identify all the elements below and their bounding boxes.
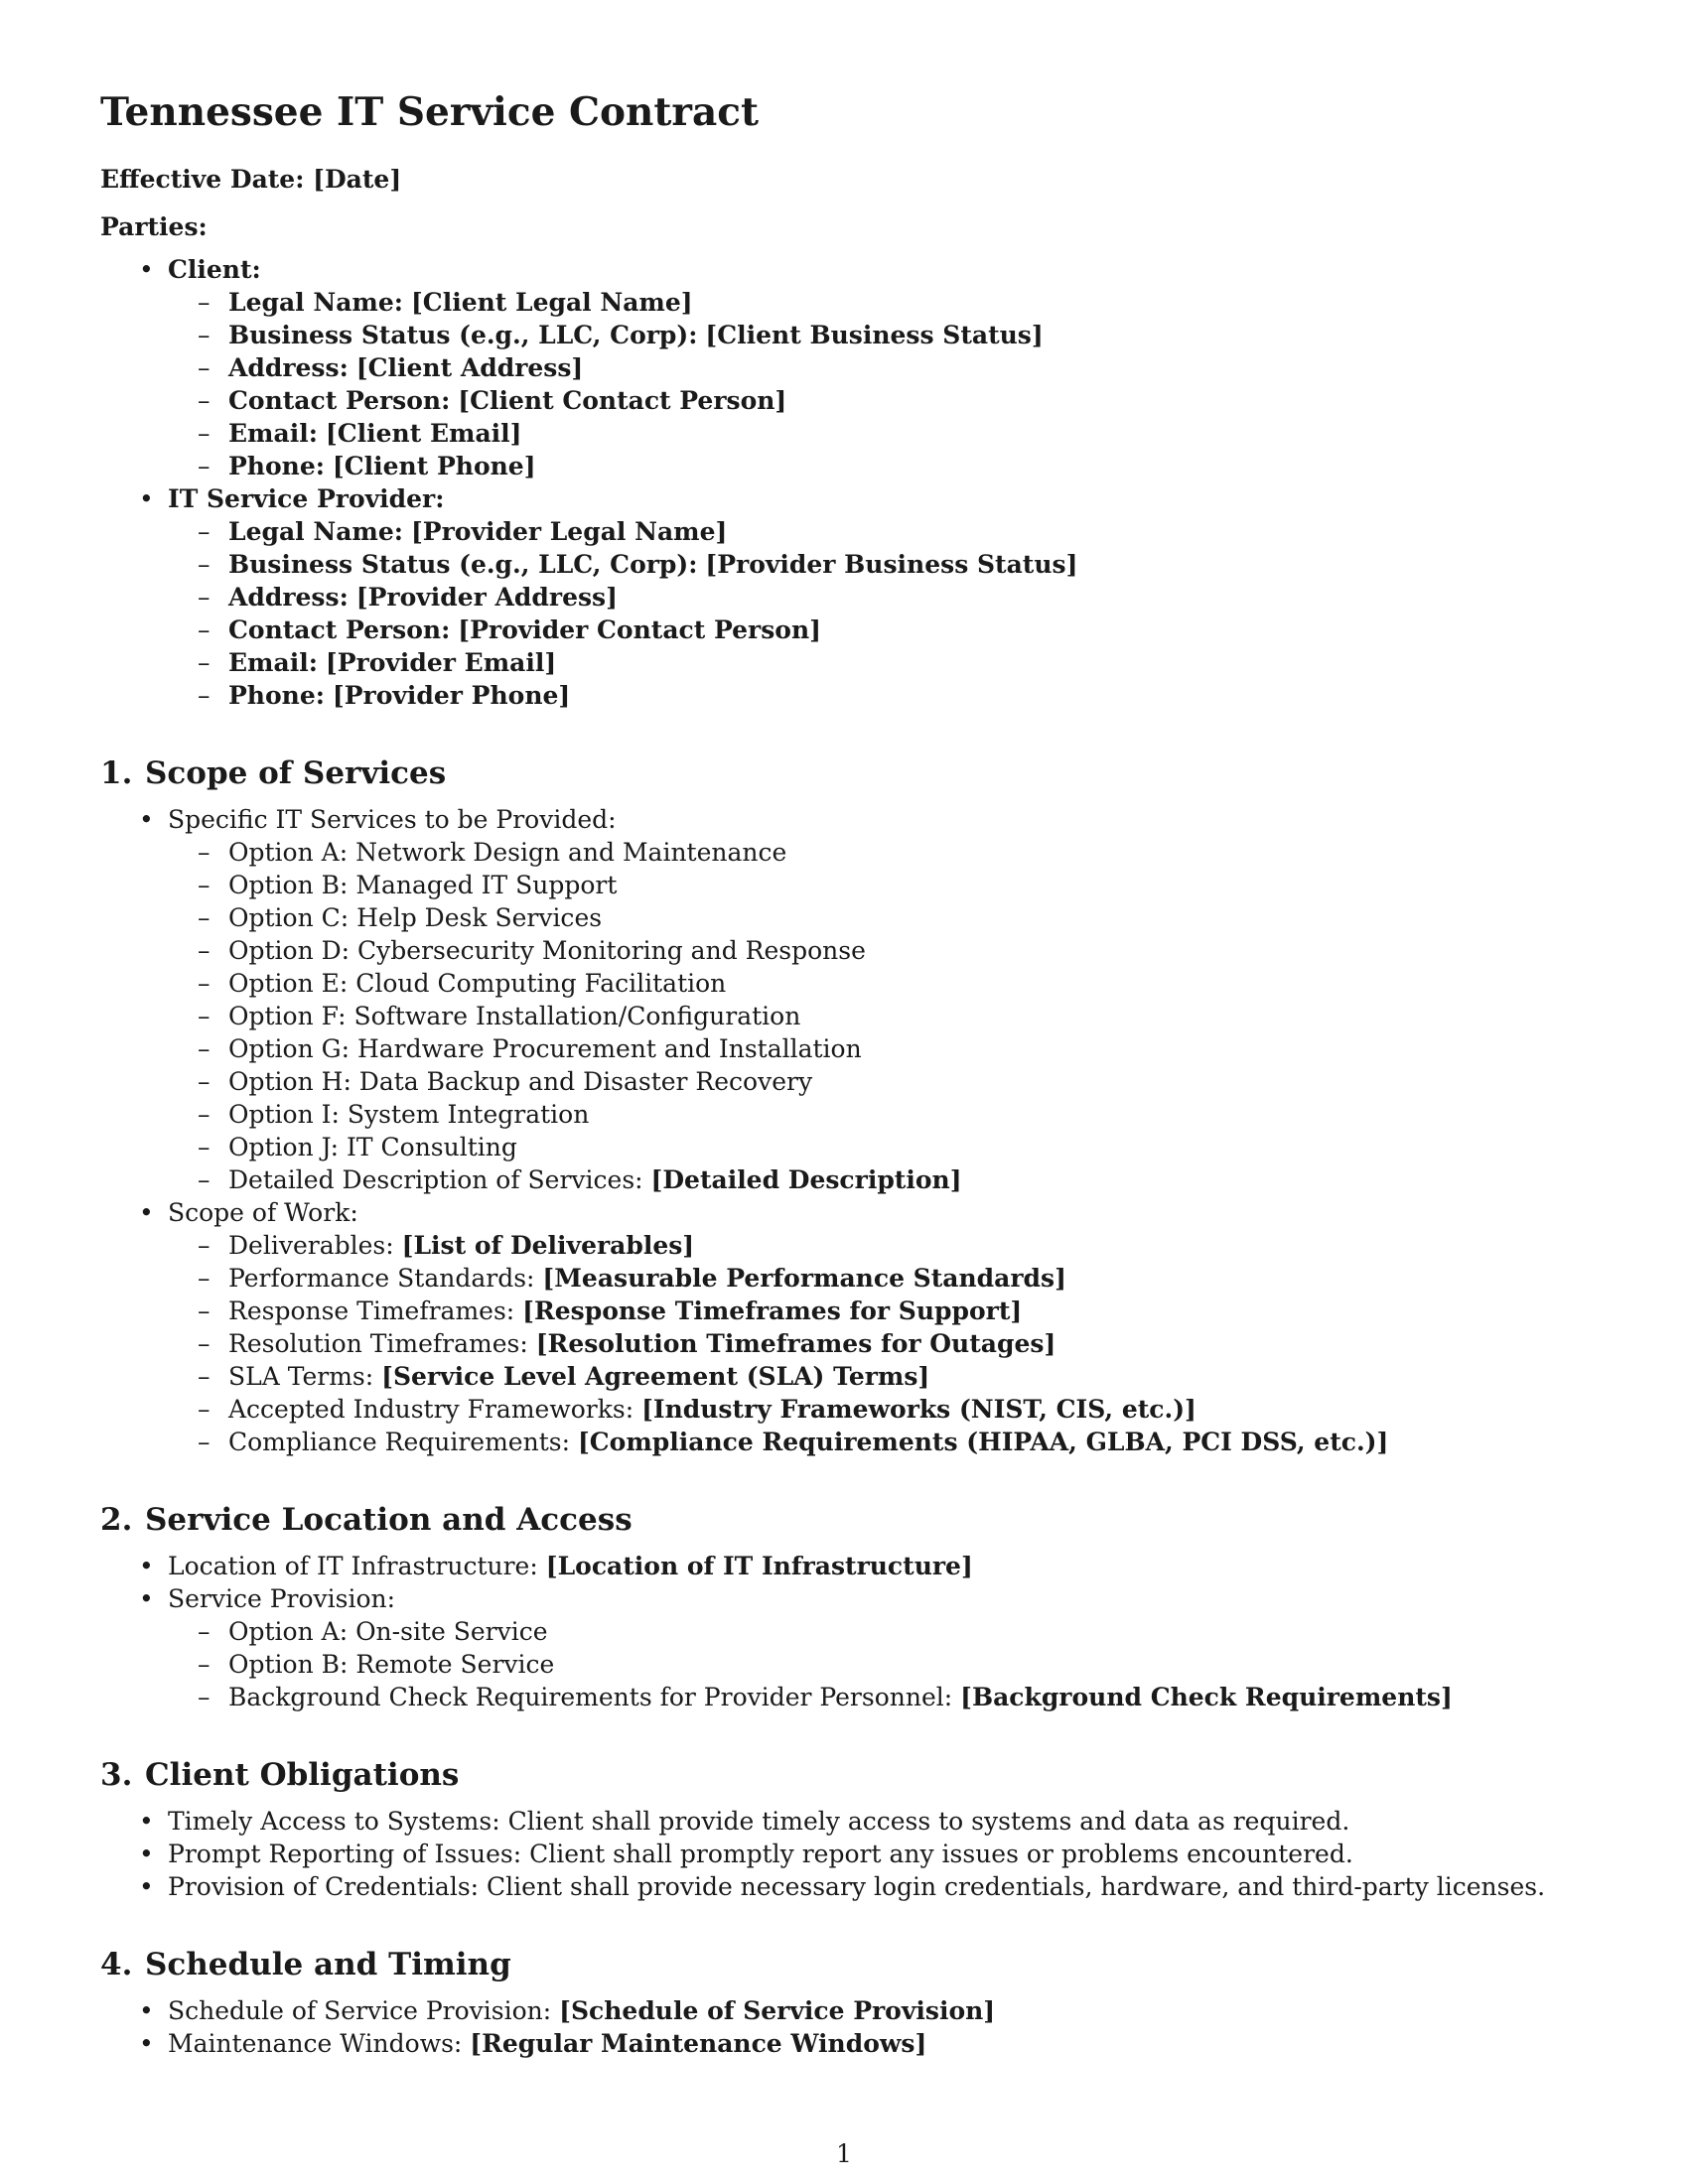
field-value: [Provider Email] <box>325 648 557 677</box>
item-text: Option B: Managed IT Support <box>228 871 618 899</box>
field-label: Email: <box>228 419 318 448</box>
field-label: Address: <box>228 583 349 612</box>
list-item <box>100 1550 1590 1582</box>
sublist <box>168 1615 1590 1713</box>
party-field <box>168 319 1590 351</box>
item-text: Option J: IT Consulting <box>228 1133 517 1161</box>
sublist-item <box>168 1032 1590 1065</box>
field-value: [Provider Address] <box>355 583 618 612</box>
item-text: Specific IT Services to be Provided: <box>168 805 617 834</box>
section-title: Client Obligations <box>145 1757 460 1793</box>
field-label: Address: <box>228 353 349 382</box>
sublist-item <box>168 1327 1590 1360</box>
item-text: Resolution Timeframes: <box>228 1329 536 1358</box>
party-field <box>168 548 1590 581</box>
party-provider <box>100 482 1590 712</box>
placeholder-value: [Resolution Timeframes for Outages] <box>535 1329 1056 1358</box>
list-item <box>100 2027 1590 2060</box>
list-item <box>100 1582 1590 1713</box>
list-item <box>100 1805 1590 1838</box>
sublist-item <box>168 1229 1590 1262</box>
field-label: Legal Name: <box>228 288 404 317</box>
sublist-item <box>168 1163 1590 1196</box>
section-list <box>100 1805 1590 1903</box>
sublist-item <box>168 1131 1590 1163</box>
party-field <box>168 679 1590 712</box>
sublist-item <box>168 934 1590 967</box>
item-text: Prompt Reporting of Issues: Client shall promptly report any issues or problems encountered. <box>168 1840 1353 1868</box>
item-text: Option F: Software Installation/Configuration <box>228 1002 801 1030</box>
document-page <box>100 87 1590 2060</box>
party-field <box>168 351 1590 384</box>
party-fields <box>168 515 1590 712</box>
section-title: Scope of Services <box>145 755 447 791</box>
party-field <box>168 286 1590 319</box>
section-number: 3. <box>100 1757 133 1793</box>
party-field <box>168 450 1590 482</box>
parties-label: Parties: <box>100 212 208 241</box>
field-value: [Provider Contact Person] <box>458 615 821 644</box>
field-value: [Client Legal Name] <box>410 288 693 317</box>
item-text: Option G: Hardware Procurement and Installation <box>228 1034 862 1063</box>
field-label: Phone: <box>228 681 325 710</box>
item-text: Location of IT Infrastructure: <box>168 1552 546 1580</box>
sublist-item <box>168 1295 1590 1327</box>
item-text: Timely Access to Systems: Client shall provide timely access to systems and data as required. <box>168 1807 1350 1836</box>
document-title: Tennessee IT Service Contract <box>100 89 759 135</box>
party-fields <box>168 286 1590 482</box>
page-number: 1 <box>836 2139 852 2168</box>
item-text: Maintenance Windows: <box>168 2029 471 2058</box>
party-field <box>168 384 1590 417</box>
item-text: Option A: On-site Service <box>228 1617 548 1646</box>
item-text: Option C: Help Desk Services <box>228 903 603 932</box>
section-heading-client-obligations <box>100 1755 1590 1795</box>
sublist-item <box>168 1615 1590 1648</box>
party-field <box>168 417 1590 450</box>
item-text: Schedule of Service Provision: <box>168 1996 560 2025</box>
list-item <box>100 1870 1590 1903</box>
item-text: Option B: Remote Service <box>228 1650 555 1679</box>
list-item <box>100 1838 1590 1870</box>
sublist-item <box>168 836 1590 869</box>
party-field <box>168 614 1590 646</box>
party-field <box>168 646 1590 679</box>
party-heading: IT Service Provider: <box>168 484 445 513</box>
item-text: Option D: Cybersecurity Monitoring and Response <box>228 936 866 965</box>
parties-list <box>100 253 1590 712</box>
placeholder-value: [Compliance Requirements (HIPAA, GLBA, PCI DSS, etc.)] <box>577 1428 1389 1456</box>
placeholder-value: [Detailed Description] <box>650 1165 962 1194</box>
item-text: SLA Terms: <box>228 1362 382 1391</box>
section-list <box>100 1550 1590 1713</box>
section-number: 1. <box>100 755 133 791</box>
placeholder-value: [Service Level Agreement (SLA) Terms] <box>381 1362 930 1391</box>
field-value: [Client Contact Person] <box>458 386 787 415</box>
party-field <box>168 515 1590 548</box>
section-list <box>100 1994 1590 2060</box>
item-text: Compliance Requirements: <box>228 1428 578 1456</box>
field-label: Business Status (e.g., LLC, Corp): <box>228 321 698 349</box>
effective-date <box>100 163 1590 196</box>
effective-date-label: Effective Date: <box>100 165 305 194</box>
field-value: [Provider Legal Name] <box>410 517 728 546</box>
sublist-item <box>168 1262 1590 1295</box>
section-heading-service-location <box>100 1500 1590 1540</box>
section-title: Schedule and Timing <box>145 1947 511 1982</box>
item-text: Option A: Network Design and Maintenance <box>228 838 787 867</box>
field-label: Phone: <box>228 452 325 480</box>
placeholder-value: [Measurable Performance Standards] <box>542 1264 1066 1293</box>
sublist-item <box>168 1681 1590 1713</box>
sublist-item <box>168 1065 1590 1098</box>
field-value: [Client Address] <box>355 353 584 382</box>
field-value: [Client Email] <box>325 419 522 448</box>
placeholder-value: [Response Timeframes for Support] <box>522 1297 1023 1325</box>
item-text: Detailed Description of Services: <box>228 1165 651 1194</box>
item-text: Option I: System Integration <box>228 1100 590 1129</box>
placeholder-value: [Regular Maintenance Windows] <box>470 2029 927 2058</box>
field-value: [Client Phone] <box>332 452 536 480</box>
item-text: Accepted Industry Frameworks: <box>228 1395 642 1424</box>
section-heading-scope-of-services <box>100 753 1590 793</box>
section-list <box>100 803 1590 1458</box>
list-item <box>100 1196 1590 1458</box>
sublist-item <box>168 1098 1590 1131</box>
field-label: Business Status (e.g., LLC, Corp): <box>228 550 698 579</box>
item-text: Background Check Requirements for Provider Personnel: <box>228 1683 961 1711</box>
sublist-item <box>168 869 1590 901</box>
placeholder-value: [List of Deliverables] <box>401 1231 695 1260</box>
field-value: [Client Business Status] <box>705 321 1044 349</box>
sublist-item <box>168 901 1590 934</box>
field-label: Legal Name: <box>228 517 404 546</box>
field-label: Contact Person: <box>228 615 451 644</box>
sublist-item <box>168 1393 1590 1426</box>
item-text: Option H: Data Backup and Disaster Recovery <box>228 1067 813 1096</box>
placeholder-value: [Schedule of Service Provision] <box>559 1996 996 2025</box>
section-title: Service Location and Access <box>145 1502 633 1538</box>
sublist-item <box>168 1000 1590 1032</box>
party-heading: Client: <box>168 255 261 284</box>
list-item <box>100 803 1590 1196</box>
section-heading-schedule-and-timing <box>100 1945 1590 1984</box>
placeholder-value: [Location of IT Infrastructure] <box>545 1552 973 1580</box>
item-text: Deliverables: <box>228 1231 402 1260</box>
placeholder-value: [Industry Frameworks (NIST, CIS, etc.)] <box>641 1395 1196 1424</box>
section-number: 4. <box>100 1947 133 1982</box>
sublist-item <box>168 1360 1590 1393</box>
sublist <box>168 836 1590 1196</box>
sublist-item <box>168 1648 1590 1681</box>
field-value: [Provider Business Status] <box>705 550 1078 579</box>
party-field <box>168 581 1590 614</box>
sublist <box>168 1229 1590 1458</box>
field-label: Email: <box>228 648 318 677</box>
field-value: [Provider Phone] <box>332 681 571 710</box>
party-client <box>100 253 1590 482</box>
effective-date-value: [Date] <box>313 165 402 194</box>
item-text: Performance Standards: <box>228 1264 543 1293</box>
list-item <box>100 1994 1590 2027</box>
item-text: Service Provision: <box>168 1584 396 1613</box>
section-number: 2. <box>100 1502 133 1538</box>
item-text: Scope of Work: <box>168 1198 358 1227</box>
placeholder-value: [Background Check Requirements] <box>960 1683 1453 1711</box>
item-text: Option E: Cloud Computing Facilitation <box>228 969 727 998</box>
item-text: Response Timeframes: <box>228 1297 523 1325</box>
sublist-item <box>168 967 1590 1000</box>
field-label: Contact Person: <box>228 386 451 415</box>
sublist-item <box>168 1426 1590 1458</box>
item-text: Provision of Credentials: Client shall provide necessary login credentials, hardware, and third-party licenses. <box>168 1872 1546 1901</box>
